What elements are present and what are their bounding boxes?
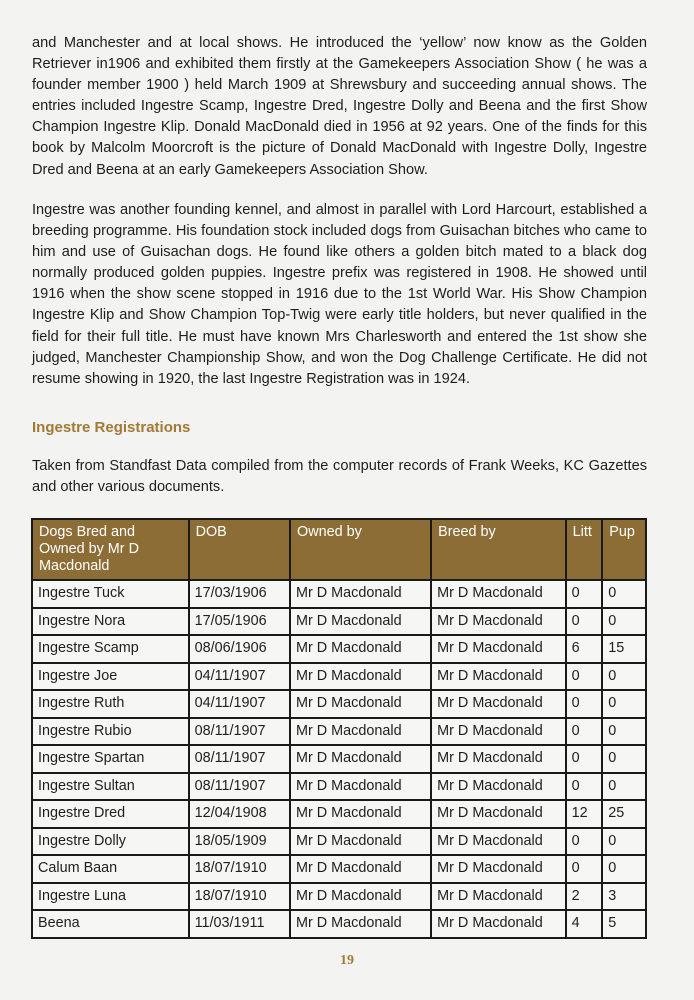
header-dog-name: Dogs Bred and Owned by Mr D Macdonald: [32, 519, 189, 580]
cell-dob: 11/03/1911: [189, 910, 290, 938]
cell-pup: 0: [602, 855, 646, 883]
table-row: [32, 773, 646, 801]
cell-dog-name: Ingestre Nora: [32, 608, 189, 636]
cell-dob: 18/05/1909: [189, 828, 290, 856]
cell-pup: 0: [602, 773, 646, 801]
cell-owned-by: Mr D Macdonald: [290, 580, 431, 608]
cell-owned-by: Mr D Macdonald: [290, 773, 431, 801]
cell-dob: 18/07/1910: [189, 883, 290, 911]
cell-pup: 0: [602, 690, 646, 718]
cell-owned-by: Mr D Macdonald: [290, 690, 431, 718]
table-body: [32, 580, 646, 938]
cell-breed-by: Mr D Macdonald: [431, 773, 566, 801]
cell-breed-by: Mr D Macdonald: [431, 690, 566, 718]
cell-pup: 0: [602, 828, 646, 856]
cell-dog-name: Ingestre Tuck: [32, 580, 189, 608]
header-dob: DOB: [189, 519, 290, 580]
header-pup: Pup: [602, 519, 646, 580]
cell-litt: 0: [566, 580, 603, 608]
cell-litt: 2: [566, 883, 603, 911]
section-heading: Ingestre Registrations: [32, 419, 191, 436]
table-row: [32, 663, 646, 691]
cell-owned-by: Mr D Macdonald: [290, 663, 431, 691]
cell-dog-name: Ingestre Spartan: [32, 745, 189, 773]
cell-pup: 0: [602, 663, 646, 691]
cell-dob: 04/11/1907: [189, 663, 290, 691]
table-header-row: [32, 519, 646, 580]
table-row: [32, 718, 646, 746]
paragraph-ingestre-kennel: Ingestre was another founding kennel, and almost in parallel with Lord Harcourt, established a breeding programme. His foundation stock included dogs from Guisachan bitches who came to him and use of Guisachan dogs. He found like others a golden bitch mated to a black dog normally produced golden puppies. Ingestre prefix was registered in 1908. He showed until 1916 when the show scene stopped in 1916 due to the 1st World War. His Show Champion Ingestre Klip and Show Champion Top-Twig were early title holders, but never qualified in the field for their full title. He must have known Mrs Charlesworth and entered the 1st show she judged, Manchester Championship Show, and won the Dog Challenge Certificate. He did not resume showing in 1920, the last Ingestre Registration was in 1924.: [32, 202, 647, 387]
cell-owned-by: Mr D Macdonald: [290, 745, 431, 773]
cell-owned-by: Mr D Macdonald: [290, 718, 431, 746]
table-row: [32, 745, 646, 773]
paragraph-macdonald-history: and Manchester and at local shows. He introduced the ‘yellow’ now know as the Golden Retriever in1906 and exhibited them firstly at the Gamekeepers Association Show ( he was a founder member 1900 ) held March 1909 at Shrewsbury and succeeding annual shows. The entries included Ingestre Scamp, Ingestre Dred, Ingestre Dolly and Beena and the first Show Champion Ingestre Klip. Donald MacDonald died in 1956 at 92 years. One of the finds for this book by Malcolm Moorcroft is the picture of Donald MacDonald with Ingestre Dolly, Ingestre Dred and Beena at an early Gamekeepers Association Show.: [32, 35, 647, 178]
cell-dob: 12/04/1908: [189, 800, 290, 828]
cell-litt: 6: [566, 635, 603, 663]
cell-dog-name: Ingestre Dred: [32, 800, 189, 828]
table-row: [32, 580, 646, 608]
cell-pup: 0: [602, 718, 646, 746]
cell-litt: 0: [566, 663, 603, 691]
table-row: [32, 910, 646, 938]
cell-dog-name: Ingestre Dolly: [32, 828, 189, 856]
cell-breed-by: Mr D Macdonald: [431, 828, 566, 856]
cell-dob: 18/07/1910: [189, 855, 290, 883]
cell-pup: 0: [602, 608, 646, 636]
cell-dog-name: Ingestre Luna: [32, 883, 189, 911]
cell-pup: 25: [602, 800, 646, 828]
cell-pup: 5: [602, 910, 646, 938]
cell-dog-name: Ingestre Rubio: [32, 718, 189, 746]
cell-litt: 4: [566, 910, 603, 938]
ingestre-registrations-table: [31, 518, 647, 939]
cell-dob: 08/06/1906: [189, 635, 290, 663]
cell-dog-name: Ingestre Joe: [32, 663, 189, 691]
cell-dob: 08/11/1907: [189, 745, 290, 773]
cell-breed-by: Mr D Macdonald: [431, 800, 566, 828]
cell-breed-by: Mr D Macdonald: [431, 663, 566, 691]
cell-litt: 0: [566, 773, 603, 801]
cell-dob: 08/11/1907: [189, 718, 290, 746]
cell-breed-by: Mr D Macdonald: [431, 635, 566, 663]
table-row: [32, 608, 646, 636]
cell-dog-name: Beena: [32, 910, 189, 938]
cell-owned-by: Mr D Macdonald: [290, 910, 431, 938]
cell-pup: 0: [602, 580, 646, 608]
cell-dob: 17/03/1906: [189, 580, 290, 608]
cell-breed-by: Mr D Macdonald: [431, 718, 566, 746]
cell-pup: 3: [602, 883, 646, 911]
cell-breed-by: Mr D Macdonald: [431, 608, 566, 636]
table-row: [32, 883, 646, 911]
cell-dob: 08/11/1907: [189, 773, 290, 801]
cell-litt: 0: [566, 718, 603, 746]
source-note: Taken from Standfast Data compiled from the computer records of Frank Weeks, KC Gazettes and other various documents.: [32, 458, 647, 496]
table-row: [32, 800, 646, 828]
header-breed-by: Breed by: [431, 519, 566, 580]
cell-breed-by: Mr D Macdonald: [431, 855, 566, 883]
header-litt: Litt: [566, 519, 603, 580]
cell-owned-by: Mr D Macdonald: [290, 635, 431, 663]
table-row: [32, 828, 646, 856]
cell-breed-by: Mr D Macdonald: [431, 910, 566, 938]
table-row: [32, 690, 646, 718]
cell-owned-by: Mr D Macdonald: [290, 883, 431, 911]
cell-dob: 04/11/1907: [189, 690, 290, 718]
cell-breed-by: Mr D Macdonald: [431, 580, 566, 608]
cell-breed-by: Mr D Macdonald: [431, 745, 566, 773]
cell-litt: 0: [566, 608, 603, 636]
cell-pup: 0: [602, 745, 646, 773]
cell-owned-by: Mr D Macdonald: [290, 608, 431, 636]
cell-litt: 12: [566, 800, 603, 828]
header-owned-by: Owned by: [290, 519, 431, 580]
page-number: 19: [340, 953, 354, 968]
cell-breed-by: Mr D Macdonald: [431, 883, 566, 911]
cell-litt: 0: [566, 855, 603, 883]
cell-litt: 0: [566, 828, 603, 856]
cell-litt: 0: [566, 690, 603, 718]
table-header: [32, 519, 646, 580]
cell-owned-by: Mr D Macdonald: [290, 800, 431, 828]
cell-dog-name: Ingestre Sultan: [32, 773, 189, 801]
cell-litt: 0: [566, 745, 603, 773]
cell-dog-name: Ingestre Scamp: [32, 635, 189, 663]
table-row: [32, 855, 646, 883]
table-row: [32, 635, 646, 663]
cell-dog-name: Ingestre Ruth: [32, 690, 189, 718]
cell-pup: 15: [602, 635, 646, 663]
cell-dob: 17/05/1906: [189, 608, 290, 636]
cell-dog-name: Calum Baan: [32, 855, 189, 883]
cell-owned-by: Mr D Macdonald: [290, 855, 431, 883]
cell-owned-by: Mr D Macdonald: [290, 828, 431, 856]
